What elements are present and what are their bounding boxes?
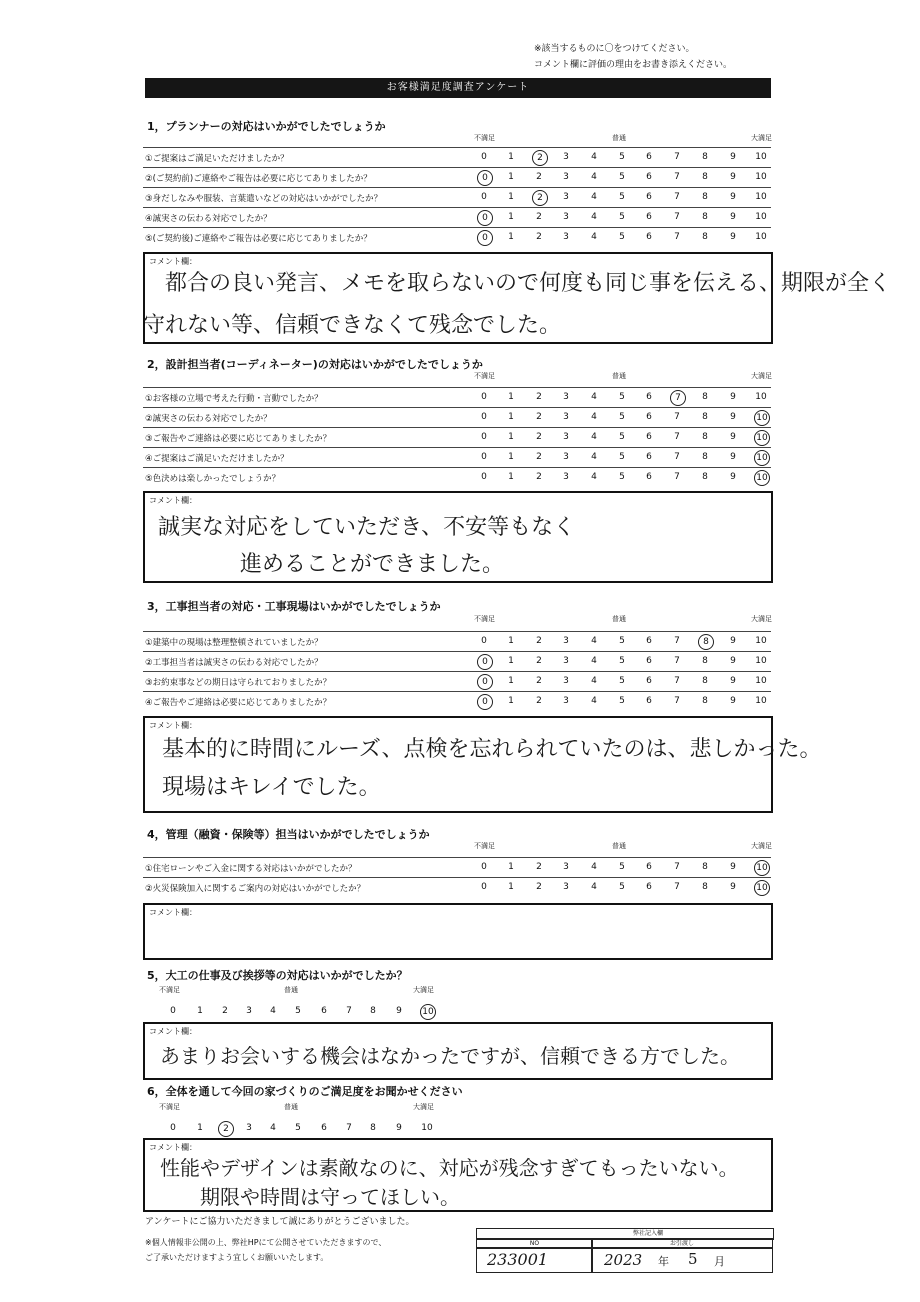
rating-option[interactable]: 1	[197, 1006, 203, 1016]
rating-option[interactable]: 6	[646, 452, 652, 462]
selected-rating[interactable]: 0	[477, 694, 493, 710]
rating-option[interactable]: 8	[702, 392, 708, 402]
rating-option[interactable]: 4	[591, 636, 597, 646]
rating-option[interactable]: 4	[591, 676, 597, 686]
rating-option[interactable]: 8	[702, 232, 708, 242]
question-row	[143, 147, 771, 168]
rating-option[interactable]: 5	[619, 192, 625, 202]
rating-option[interactable]: 6	[646, 432, 652, 442]
rating-option[interactable]: 7	[674, 862, 680, 872]
rating-option[interactable]: 9	[730, 412, 736, 422]
scale-low-label: 不満足	[474, 372, 495, 380]
selected-rating[interactable]: 0	[477, 170, 493, 186]
rating-option[interactable]: 8	[702, 882, 708, 892]
rating-option[interactable]: 4	[591, 172, 597, 182]
question-text: ①建築中の現場は整理整頓されていましたか？	[145, 638, 323, 648]
question-text: ①ご提案はご満足いただけましたか？	[145, 154, 289, 164]
rating-option[interactable]: 4	[591, 696, 597, 706]
rating-option[interactable]: 10	[755, 192, 767, 202]
selected-rating[interactable]: 2	[532, 190, 548, 206]
rating-option[interactable]: 4	[591, 472, 597, 482]
rating-option[interactable]: 7	[674, 152, 680, 162]
comment-label: コメント欄：	[149, 1027, 197, 1036]
section-1-title: 1，プランナーの対応はいかがでしたでしょうか	[147, 120, 386, 133]
scale-high-label: 大満足	[413, 1103, 434, 1111]
rating-option[interactable]: 6	[646, 472, 652, 482]
question-text: ①住宅ローンやご入金に関する対応はいかがでしたか？	[145, 864, 357, 874]
rating-option[interactable]: 7	[674, 172, 680, 182]
instruction-note-1: ※該当するものに〇をつけてください。	[534, 44, 695, 54]
rating-option[interactable]: 9	[730, 676, 736, 686]
month-unit: 月	[714, 1255, 725, 1268]
rating-option[interactable]: 7	[674, 432, 680, 442]
rating-option[interactable]: 9	[730, 192, 736, 202]
rating-option[interactable]: 0	[481, 152, 487, 162]
rating-option[interactable]: 9	[396, 1123, 402, 1133]
privacy-note-1: ※個人情報非公開の上、弊社HPにて公開させていただきますので、	[145, 1238, 387, 1247]
rating-option[interactable]: 6	[646, 212, 652, 222]
rating-option[interactable]: 7	[674, 656, 680, 666]
rating-option[interactable]: 9	[730, 212, 736, 222]
rating-option[interactable]: 2	[536, 862, 542, 872]
rating-option[interactable]: 0	[481, 452, 487, 462]
instruction-note-2: コメント欄に評価の理由をお書き添えください。	[534, 60, 733, 70]
rating-option[interactable]: 3	[563, 452, 569, 462]
rating-option[interactable]: 6	[646, 172, 652, 182]
rating-option[interactable]: 3	[246, 1123, 252, 1133]
comment-label: コメント欄：	[149, 1143, 197, 1152]
rating-option[interactable]: 1	[508, 472, 514, 482]
selected-rating[interactable]: 0	[477, 230, 493, 246]
rating-option[interactable]: 10	[755, 152, 767, 162]
question-row	[143, 407, 771, 428]
rating-option[interactable]: 7	[346, 1123, 352, 1133]
rating-option[interactable]: 5	[619, 636, 625, 646]
rating-option[interactable]: 5	[295, 1123, 301, 1133]
handover-label: お引渡し	[591, 1238, 773, 1249]
rating-option[interactable]: 5	[619, 656, 625, 666]
rating-option[interactable]: 0	[170, 1123, 176, 1133]
rating-option[interactable]: 6	[646, 696, 652, 706]
question-row	[143, 227, 771, 248]
rating-option[interactable]: 2	[536, 392, 542, 402]
rating-option[interactable]: 0	[481, 392, 487, 402]
section-2-title: 2，設計担当者(コーディネーター)の対応はいかがでしたでしょうか	[147, 358, 483, 371]
rating-option[interactable]: 10	[755, 232, 767, 242]
scale-low-label: 不満足	[474, 842, 495, 850]
rating-option[interactable]: 4	[591, 452, 597, 462]
rating-option[interactable]: 9	[730, 432, 736, 442]
rating-option[interactable]: 10	[755, 656, 767, 666]
rating-option[interactable]: 8	[370, 1006, 376, 1016]
survey-title-bar: お客様満足度調査アンケート	[145, 78, 771, 98]
rating-option[interactable]: 10	[755, 212, 767, 222]
handover-cell	[591, 1247, 773, 1273]
rating-option[interactable]: 8	[702, 656, 708, 666]
rating-option[interactable]: 3	[563, 192, 569, 202]
rating-option[interactable]: 8	[702, 192, 708, 202]
rating-option[interactable]: 2	[536, 412, 542, 422]
question-row	[143, 187, 771, 208]
rating-option[interactable]: 9	[730, 862, 736, 872]
rating-option[interactable]: 7	[674, 192, 680, 202]
rating-option[interactable]: 3	[563, 472, 569, 482]
handwritten-comment: 守れない等、信頼できなくて残念でした。	[143, 313, 562, 338]
rating-option[interactable]: 3	[563, 696, 569, 706]
handwritten-comment: 都合の良い発言、メモを取らないので何度も同じ事を伝える、期限が全く	[165, 271, 892, 296]
rating-option[interactable]: 2	[536, 232, 542, 242]
rating-option[interactable]: 4	[591, 656, 597, 666]
question-text: ②誠実さの伝わる対応でしたか？	[145, 414, 272, 424]
rating-option[interactable]: 9	[730, 452, 736, 462]
rating-option[interactable]: 6	[321, 1123, 327, 1133]
rating-option[interactable]: 5	[619, 152, 625, 162]
rating-option[interactable]: 8	[702, 696, 708, 706]
rating-option[interactable]: 1	[508, 212, 514, 222]
rating-option[interactable]: 4	[591, 412, 597, 422]
question-text: ⑤(ご契約後)ご連絡やご報告は必要に応じてありましたか？	[145, 234, 372, 244]
rating-option[interactable]: 6	[646, 636, 652, 646]
rating-option[interactable]: 3	[563, 676, 569, 686]
question-text: ④ご提案はご満足いただけましたか？	[145, 454, 289, 464]
rating-option[interactable]: 6	[646, 152, 652, 162]
selected-rating[interactable]: 10	[754, 880, 770, 896]
rating-option[interactable]: 1	[508, 232, 514, 242]
rating-option[interactable]: 7	[674, 882, 680, 892]
handwritten-comment: 性能やデザインは素敵なのに、対応が残念すぎてもったいない。	[160, 1156, 739, 1180]
rating-option[interactable]: 9	[730, 636, 736, 646]
scale-high-label: 大満足	[751, 842, 772, 850]
rating-option[interactable]: 1	[508, 152, 514, 162]
scale-mid-label: 普通	[284, 1103, 298, 1111]
rating-option[interactable]: 2	[536, 696, 542, 706]
rating-option[interactable]: 2	[536, 212, 542, 222]
rating-option[interactable]: 6	[646, 412, 652, 422]
comment-label: コメント欄：	[149, 721, 197, 730]
selected-rating[interactable]: 7	[670, 390, 686, 406]
rating-option[interactable]: 5	[619, 472, 625, 482]
rating-option[interactable]: 6	[646, 882, 652, 892]
rating-option[interactable]: 1	[508, 656, 514, 666]
question-row	[143, 387, 771, 408]
question-row	[143, 857, 771, 878]
question-text: ③身だしなみや服装、言葉遣いなどの対応はいかがでしたか？	[145, 194, 383, 204]
question-text: ①お客様の立場で考えた行動・言動でしたか？	[145, 394, 323, 404]
rating-option[interactable]: 4	[591, 232, 597, 242]
selected-rating[interactable]: 10	[754, 860, 770, 876]
rating-option[interactable]: 5	[619, 452, 625, 462]
rating-option[interactable]: 8	[702, 212, 708, 222]
selected-rating[interactable]: 0	[477, 654, 493, 670]
rating-option[interactable]: 2	[536, 452, 542, 462]
rating-option[interactable]: 5	[619, 392, 625, 402]
scale-high-label: 大満足	[751, 615, 772, 623]
rating-option[interactable]: 5	[619, 696, 625, 706]
selected-rating[interactable]: 10	[754, 430, 770, 446]
rating-option[interactable]: 9	[730, 172, 736, 182]
question-row	[143, 631, 771, 652]
scale-low-label: 不満足	[159, 1103, 180, 1111]
rating-option[interactable]: 5	[619, 676, 625, 686]
rating-option[interactable]: 9	[730, 696, 736, 706]
question-row	[143, 691, 771, 712]
handwritten-comment: 進めることができました。	[240, 552, 505, 577]
question-text: ②工事担当者は誠実さの伝わる対応でしたか？	[145, 658, 323, 668]
rating-option[interactable]: 2	[536, 636, 542, 646]
rating-option[interactable]: 0	[481, 472, 487, 482]
rating-option[interactable]: 8	[702, 152, 708, 162]
office-use-box	[476, 1228, 772, 1272]
rating-option[interactable]: 10	[755, 636, 767, 646]
rating-option[interactable]: 9	[730, 152, 736, 162]
rating-option[interactable]: 8	[702, 676, 708, 686]
question-row	[143, 467, 771, 488]
question-text: ②火災保険加入に関するご案内の対応はいかがでしたか？	[145, 884, 366, 894]
handover-month: 5	[688, 1250, 698, 1268]
question-row	[143, 207, 771, 228]
rating-option[interactable]: 7	[674, 452, 680, 462]
rating-option[interactable]: 1	[508, 412, 514, 422]
rating-option[interactable]: 8	[702, 862, 708, 872]
rating-option[interactable]: 6	[646, 862, 652, 872]
question-text: ⑤色決めは楽しかったでしょうか？	[145, 474, 281, 484]
rating-option[interactable]: 3	[563, 412, 569, 422]
question-row	[143, 651, 771, 672]
rating-option[interactable]: 7	[674, 636, 680, 646]
rating-option[interactable]: 7	[674, 676, 680, 686]
office-use-label: 弊社記入欄	[632, 1230, 663, 1237]
selected-rating[interactable]: 2	[532, 150, 548, 166]
rating-option[interactable]: 2	[536, 882, 542, 892]
rating-option[interactable]: 4	[591, 152, 597, 162]
rating-option[interactable]: 0	[481, 432, 487, 442]
year-unit: 年	[658, 1255, 669, 1268]
selected-rating[interactable]: 10	[754, 410, 770, 426]
rating-option[interactable]: 5	[619, 412, 625, 422]
question-row	[143, 427, 771, 448]
handwritten-comment: 基本的に時間にルーズ、点検を忘れられていたのは、悲しかった。	[162, 737, 822, 762]
rating-option[interactable]: 4	[591, 862, 597, 872]
rating-option[interactable]: 3	[563, 862, 569, 872]
question-row	[143, 447, 771, 468]
rating-option[interactable]: 1	[508, 696, 514, 706]
rating-option[interactable]: 1	[508, 172, 514, 182]
rating-option[interactable]: 9	[730, 656, 736, 666]
scale-mid-label: 普通	[612, 842, 626, 850]
handover-year: 2023	[604, 1251, 643, 1269]
selected-rating[interactable]: 0	[477, 674, 493, 690]
selected-rating[interactable]: 0	[477, 210, 493, 226]
rating-option[interactable]: 2	[536, 472, 542, 482]
rating-option[interactable]: 10	[755, 172, 767, 182]
question-text: ④ご報告やご連絡は必要に応じてありましたか？	[145, 698, 332, 708]
scale-mid-label: 普通	[612, 615, 626, 623]
rating-option[interactable]: 7	[674, 412, 680, 422]
rating-option[interactable]: 0	[481, 636, 487, 646]
rating-option[interactable]: 6	[646, 392, 652, 402]
handwritten-comment: あまりお会いする機会はなかったですが、信頼できる方でした。	[160, 1044, 740, 1068]
rating-option[interactable]: 4	[591, 192, 597, 202]
rating-option[interactable]: 4	[591, 392, 597, 402]
comment-label: コメント欄：	[149, 257, 197, 266]
rating-option[interactable]: 0	[481, 882, 487, 892]
rating-option[interactable]: 3	[563, 172, 569, 182]
handwritten-comment: 誠実な対応をしていただき、不安等もなく	[158, 515, 576, 540]
rating-option[interactable]: 1	[508, 636, 514, 646]
rating-option[interactable]: 3	[563, 392, 569, 402]
selected-rating[interactable]: 2	[218, 1121, 234, 1137]
rating-option[interactable]: 7	[674, 472, 680, 482]
section-3-title: 3，工事担当者の対応・工事現場はいかがでしたでしょうか	[147, 600, 441, 613]
selected-rating[interactable]: 8	[698, 634, 714, 650]
selected-rating[interactable]: 10	[420, 1004, 436, 1020]
rating-option[interactable]: 2	[222, 1006, 228, 1016]
comment-label: コメント欄：	[149, 908, 197, 917]
rating-option[interactable]: 3	[563, 636, 569, 646]
rating-option[interactable]: 5	[619, 172, 625, 182]
rating-option[interactable]: 9	[730, 882, 736, 892]
rating-option[interactable]: 8	[702, 452, 708, 462]
rating-option[interactable]: 8	[702, 172, 708, 182]
rating-option[interactable]: 3	[563, 656, 569, 666]
scale-high-label: 大満足	[751, 134, 772, 142]
rating-option[interactable]: 7	[674, 232, 680, 242]
rating-option[interactable]: 0	[170, 1006, 176, 1016]
rating-option[interactable]: 10	[755, 392, 767, 402]
selected-rating[interactable]: 10	[754, 470, 770, 486]
rating-option[interactable]: 0	[481, 412, 487, 422]
selected-rating[interactable]: 10	[754, 450, 770, 466]
scale-low-label: 不満足	[474, 134, 495, 142]
section-5-title: 5，大工の仕事及び挨拶等の対応はいかがでしたか？	[147, 969, 408, 982]
no-label: NO	[476, 1238, 593, 1249]
no-cell	[476, 1247, 593, 1273]
rating-option[interactable]: 4	[591, 432, 597, 442]
rating-option[interactable]: 3	[246, 1006, 252, 1016]
rating-option[interactable]: 6	[646, 676, 652, 686]
rating-option[interactable]: 1	[508, 432, 514, 442]
rating-option[interactable]: 0	[481, 862, 487, 872]
rating-option[interactable]: 6	[646, 192, 652, 202]
rating-option[interactable]: 5	[619, 882, 625, 892]
rating-option[interactable]: 5	[619, 432, 625, 442]
privacy-note-2: ご了承いただけますよう宜しくお願いいたします。	[145, 1253, 329, 1262]
rating-option[interactable]: 10	[755, 696, 767, 706]
question-row	[143, 877, 771, 898]
rating-option[interactable]: 1	[508, 862, 514, 872]
rating-option[interactable]: 4	[591, 212, 597, 222]
comment-label: コメント欄：	[149, 496, 197, 505]
question-text: ③ご報告やご連絡は必要に応じてありましたか？	[145, 434, 332, 444]
thanks-text: アンケートにご協力いただきまして誠にありがとうございました。	[145, 1217, 415, 1227]
question-text: ④誠実さの伝わる対応でしたか？	[145, 214, 272, 224]
rating-option[interactable]: 4	[270, 1123, 276, 1133]
rating-option[interactable]: 1	[508, 392, 514, 402]
question-row	[143, 671, 771, 692]
rating-option[interactable]: 4	[270, 1006, 276, 1016]
scale-high-label: 大満足	[751, 372, 772, 380]
rating-option[interactable]: 5	[619, 862, 625, 872]
no-value: 233001	[487, 1250, 549, 1269]
rating-option[interactable]: 9	[730, 232, 736, 242]
rating-option[interactable]: 6	[646, 656, 652, 666]
rating-option[interactable]: 3	[563, 432, 569, 442]
rating-option[interactable]: 2	[536, 656, 542, 666]
rating-option[interactable]: 1	[508, 452, 514, 462]
handwritten-comment: 現場はキレイでした。	[162, 775, 381, 800]
scale-mid-label: 普通	[612, 372, 626, 380]
rating-option[interactable]: 7	[346, 1006, 352, 1016]
rating-option[interactable]: 1	[508, 882, 514, 892]
rating-option[interactable]: 5	[619, 212, 625, 222]
rating-option[interactable]: 8	[702, 472, 708, 482]
rating-option[interactable]: 8	[702, 412, 708, 422]
section-4-title: 4，管理（融資・保険等）担当はいかがでしたでしょうか	[147, 828, 430, 841]
question-text: ②(ご契約前)ご連絡やご報告は必要に応じてありましたか？	[145, 174, 372, 184]
scale-high-label: 大満足	[413, 986, 434, 994]
rating-option[interactable]: 2	[536, 676, 542, 686]
scale-mid-label: 普通	[612, 134, 626, 142]
rating-option[interactable]: 3	[563, 882, 569, 892]
handwritten-comment: 期限や時間は守ってほしい。	[200, 1185, 460, 1209]
rating-option[interactable]: 4	[591, 882, 597, 892]
rating-option[interactable]: 7	[674, 696, 680, 706]
rating-option[interactable]: 1	[508, 676, 514, 686]
rating-option[interactable]: 8	[702, 432, 708, 442]
rating-option[interactable]: 9	[730, 472, 736, 482]
rating-option[interactable]: 2	[536, 172, 542, 182]
rating-option[interactable]: 6	[321, 1006, 327, 1016]
rating-option[interactable]: 3	[563, 152, 569, 162]
scale-low-label: 不満足	[159, 986, 180, 994]
rating-option[interactable]: 5	[619, 232, 625, 242]
rating-option[interactable]: 5	[295, 1006, 301, 1016]
rating-option[interactable]: 3	[563, 232, 569, 242]
rating-option[interactable]: 9	[730, 392, 736, 402]
question-row	[143, 167, 771, 188]
rating-option[interactable]: 10	[755, 676, 767, 686]
rating-option[interactable]: 1	[508, 192, 514, 202]
section-4-comment-box[interactable]	[143, 903, 773, 960]
rating-option[interactable]: 9	[396, 1006, 402, 1016]
rating-option[interactable]: 6	[646, 232, 652, 242]
scale-low-label: 不満足	[474, 615, 495, 623]
rating-option[interactable]: 0	[481, 192, 487, 202]
rating-option[interactable]: 10	[421, 1123, 433, 1133]
question-text: ③お約束事などの期日は守られておりましたか？	[145, 678, 332, 688]
rating-option[interactable]: 8	[370, 1123, 376, 1133]
rating-option[interactable]: 3	[563, 212, 569, 222]
scale-mid-label: 普通	[284, 986, 298, 994]
section-6-title: 6，全体を通して今回の家づくりのご満足度をお聞かせください	[147, 1085, 463, 1098]
rating-option[interactable]: 7	[674, 212, 680, 222]
rating-option[interactable]: 1	[197, 1123, 203, 1133]
rating-option[interactable]: 2	[536, 432, 542, 442]
